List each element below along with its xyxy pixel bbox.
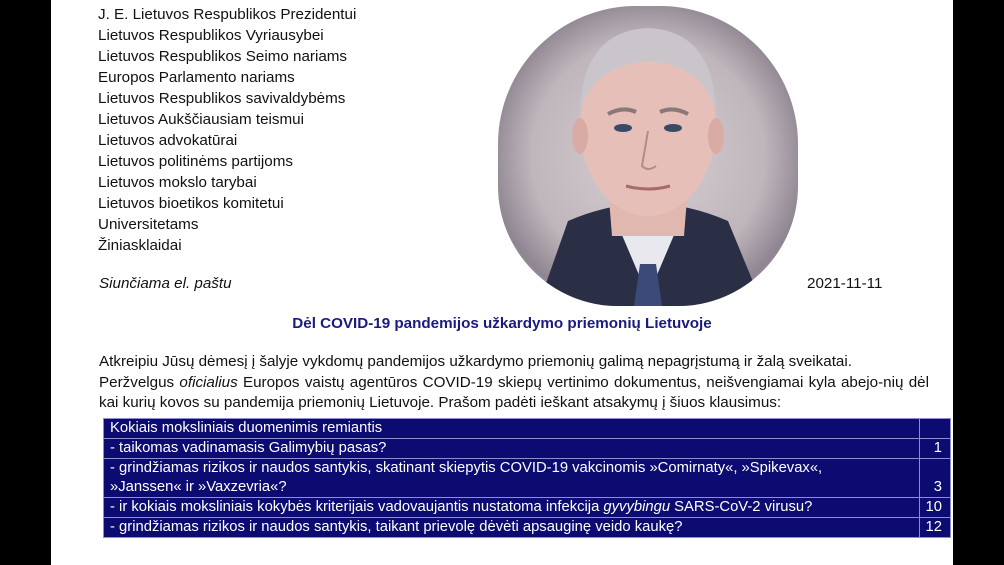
- question-number: [919, 419, 950, 439]
- recipient: Lietuvos Respublikos Vyriausybei: [98, 27, 324, 44]
- recipient: Lietuvos bioetikos komitetui: [98, 195, 284, 212]
- letter-title: Dėl COVID-19 pandemijos užkardymo priemonių Lietuvoje: [292, 315, 712, 332]
- question-text: [104, 459, 920, 498]
- intro-line: Atkreipiu Jūsų dėmesį į šalyje vykdomų pandemijos užkardymo priemonių galimą nepagrįstumą ir žalą sveikatai.: [99, 353, 852, 370]
- recipient: Europos Parlamento nariams: [98, 69, 295, 86]
- question-text: - taikomas vadinamasis Galimybių pasas?: [104, 439, 920, 459]
- recipient: Lietuvos politinėms partijoms: [98, 153, 293, 170]
- table-row: [104, 419, 951, 439]
- table-row: [104, 498, 951, 518]
- questions-table: [103, 418, 951, 538]
- question-line: »Janssen« ir »Vaxzevria«?: [110, 479, 287, 495]
- intro-paragraph: [99, 373, 929, 414]
- table-row: [104, 518, 951, 538]
- intro-emphasis: oficialius: [179, 373, 238, 391]
- sent-via-note: Siunčiama el. paštu: [99, 275, 232, 292]
- question-number: 10: [919, 498, 950, 518]
- recipient-list: [98, 4, 356, 256]
- recipient: Lietuvos mokslo tarybai: [98, 174, 257, 191]
- portrait-illustration: [498, 6, 798, 306]
- letter-date: 2021-11-11: [807, 275, 883, 292]
- recipient: J. E. Lietuvos Respublikos Prezidentui: [98, 6, 357, 23]
- intro-text: Peržvelgus: [99, 373, 180, 391]
- table-row: [104, 459, 951, 498]
- question-text: [104, 498, 920, 518]
- recipient: Universitetams: [98, 216, 199, 233]
- intro-text: Europos vaistų agentūros COVID-19 skiepų vertinimo dokumentus, neišvengiamai kyla abejo-nių dėl kai kurių kovos su pandemija priemonių Lietuvoje. Prašom padėti ieškant atsakymų į šiuos klausimus:: [99, 373, 929, 411]
- questions-header: Kokiais moksliniais duomenimis remiantis: [104, 419, 920, 439]
- recipient: Lietuvos Respublikos Seimo nariams: [98, 48, 348, 65]
- question-text: - grindžiamas rizikos ir naudos santykis, taikant prievolę dėvėti apsauginę veido kaukę?: [104, 518, 920, 538]
- question-line: SARS-CoV-2 virusu?: [670, 499, 813, 515]
- letter-page: [51, 0, 953, 565]
- question-emphasis: gyvybingu: [603, 499, 671, 515]
- question-line: - ir kokiais moksliniais kokybės kriterijais vadovaujantis nustatoma infekcija: [110, 499, 604, 515]
- portrait-photo: [498, 6, 798, 306]
- recipient: Lietuvos Respublikos savivaldybėms: [98, 90, 346, 107]
- recipient: Žiniasklaidai: [98, 237, 182, 254]
- recipient: Lietuvos advokatūrai: [98, 132, 238, 149]
- recipient: Lietuvos Aukščiausiam teismui: [98, 111, 304, 128]
- table-row: [104, 439, 951, 459]
- question-number: 1: [919, 439, 950, 459]
- letter-body: [99, 352, 929, 414]
- question-line: - grindžiamas rizikos ir naudos santykis, skatinant skiepytis COVID-19 vakcinomis »Comirnaty«, »Spikevax«,: [110, 460, 823, 476]
- question-number: 3: [919, 459, 950, 498]
- question-number: 12: [919, 518, 950, 538]
